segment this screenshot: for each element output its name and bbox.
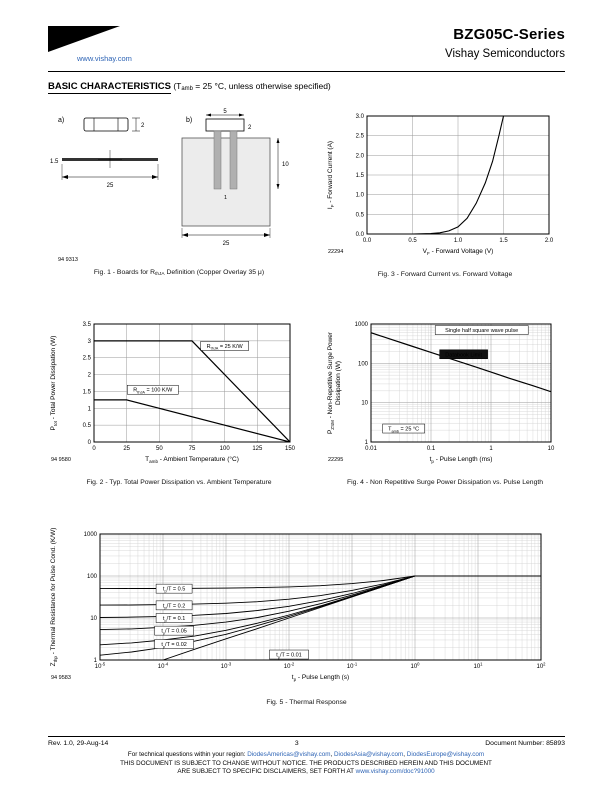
page-title: BZG05C-Series: [453, 26, 565, 43]
annotation: [383, 424, 425, 433]
annotation: [155, 626, 194, 635]
figure-code: 22294: [328, 249, 344, 255]
x-tick-label: 100: [219, 446, 230, 452]
figure-4: [325, 314, 565, 510]
fig1-label-a: a): [58, 117, 65, 124]
vishay-logo-icon: [48, 26, 120, 52]
svg-text:Tamb = 25 °C: $T_{amb} = 25$ °C: [388, 426, 420, 434]
y-tick-label: 0.0: [355, 232, 364, 238]
header-subtitle: Vishay Semiconductors: [445, 48, 565, 60]
x-tick-label: 0: [92, 446, 96, 452]
y-tick-label: 2.5: [355, 133, 364, 140]
dim-label: 25: [222, 241, 230, 247]
x-tick-label: 25: [123, 446, 131, 452]
revision-text: Rev. 1.0, 29-Aug-14: [48, 740, 109, 747]
section-heading-rest: (Tamb = 25 °C, unless otherwise specified): [170, 81, 331, 93]
x-tick-label: $10^{-4}$: [157, 661, 169, 670]
x-axis-label: $T_{amb}$ - Ambient Temperature (°C): [145, 456, 239, 464]
footer-row: [48, 740, 565, 747]
y-axis-label: $Z_{thp}$ - Thermal Resistance for Pulse Cond. (K/W): [50, 527, 58, 667]
dim-label: 25: [106, 183, 114, 189]
svg-text:tp/T = 0.05: $t_p/T = 0.05$: [161, 628, 187, 636]
figure-5: [48, 524, 565, 730]
y-tick-label: 100: [357, 361, 368, 368]
y-axis-label: $P_{tot}$ - Total Power Dissipation (W): [50, 335, 58, 431]
y-tick-label: 1.5: [355, 173, 364, 179]
svg-text:tp/T = 0.5: $t_p/T = 0.5$: [162, 586, 186, 594]
component-a: [84, 118, 128, 131]
fig2-chart: [48, 314, 310, 476]
svg-text:Databook Limit: Databook Limit: [445, 352, 482, 359]
disclaimer-line-1: THIS DOCUMENT IS SUBJECT TO CHANGE WITHOUT NOTICE. THE PRODUCTS DESCRIBED HEREIN AND THIS DOCUMENT: [120, 760, 492, 767]
dim-label: 1: [223, 195, 228, 201]
x-tick-label: $10^0$: [410, 661, 420, 670]
y-axis-label: $I_F$ - Forward Current (A): [327, 140, 335, 210]
x-tick-label: 0.01: [365, 446, 377, 452]
asia-email-link[interactable]: DiodesAsia@vishay.com: [334, 751, 404, 758]
x-tick-label: 1.0: [453, 238, 463, 244]
separator: ,: [330, 751, 334, 758]
x-tick-label: 0.5: [408, 238, 417, 244]
dim-a-thickness: 1.5: [50, 159, 59, 165]
dim-a-width: [132, 118, 145, 131]
header-rule: [48, 71, 565, 72]
y-tick-label: 1000: [83, 532, 97, 538]
figure-code: 22295: [328, 457, 344, 463]
fig5-caption: Fig. 5 - Thermal Response: [266, 699, 347, 706]
document-number: Document Number: 85893: [485, 740, 565, 747]
svg-text:tp/T = 0.02: $t_p/T = 0.02$: [161, 642, 187, 649]
x-tick-label: 125: [252, 446, 263, 452]
dim-b-height: [277, 138, 290, 189]
annotation: [435, 326, 528, 335]
annotation: [201, 341, 249, 350]
fig2-caption: Fig. 2 - Typ. Total Power Dissipation vs. Ambient Temperature: [86, 479, 272, 486]
y-tick-label: 10: [361, 400, 368, 407]
x-tick-label: $10^{-5}$: [94, 661, 106, 670]
annotation: [127, 385, 178, 394]
europe-email-link[interactable]: DiodesEurope@vishay.com: [406, 751, 485, 758]
y-tick-label: 100: [86, 574, 97, 580]
y-tick-label: 1000: [354, 322, 368, 328]
vishay-url-link[interactable]: www.vishay.com: [77, 54, 132, 63]
svg-text:tp/T = 0.2: $t_p/T = 0.2$: [162, 603, 186, 611]
section-heading: [48, 81, 331, 92]
annotation: [440, 350, 488, 359]
figure-code: 94 9580: [51, 457, 71, 463]
x-tick-label: 2.0: [544, 238, 554, 244]
annotation: [156, 614, 192, 623]
fig1-drawing: [48, 106, 310, 266]
annotation: [156, 584, 192, 593]
dim-b-board: [182, 228, 270, 247]
header-right: [445, 26, 565, 60]
annotation: [156, 601, 192, 610]
x-tick-label: 0.1: [426, 446, 436, 452]
figure-1: [48, 106, 310, 302]
y-tick-label: 2.5: [82, 355, 91, 362]
figure-3: [325, 106, 565, 302]
x-tick-label: $10^{-3}$: [220, 661, 232, 670]
svg-text:RthJA = 100 K/W: $R_{thJA} = 100$ K/W: [133, 387, 173, 395]
x-tick-label: 1: [489, 446, 493, 452]
disclaimer-line-2: [0, 768, 612, 775]
y-tick-label: 0.5: [355, 212, 364, 219]
x-tick-label: 75: [188, 446, 196, 452]
y-tick-label: 10: [90, 616, 97, 622]
board-a: [62, 150, 158, 168]
y-tick-label: 3: [87, 338, 91, 345]
y-tick-label: 0.5: [82, 423, 91, 430]
y-tick-label: 1: [93, 658, 97, 664]
dim-b-top: [206, 109, 244, 117]
annotation: [270, 650, 309, 659]
fig4-chart: [325, 314, 565, 476]
x-axis-label: $V_F$ - Forward Voltage (V): [422, 248, 494, 256]
y-tick-label: 1: [87, 406, 91, 413]
fig3-caption: Fig. 3 - Forward Current vs. Forward Voltage: [377, 271, 513, 278]
tech-prefix: For technical questions within your region:: [127, 751, 248, 758]
americas-email-link[interactable]: DiodesAmericas@vishay.com: [247, 751, 331, 758]
x-tick-label: 0.0: [362, 238, 372, 244]
y-tick-label: 1.0: [355, 192, 364, 199]
x-tick-label: 1.5: [499, 238, 508, 244]
component-b: [206, 119, 244, 131]
x-axis-label: $t_p$ - Pulse Length (s): [291, 674, 350, 682]
footer-tech-line: [0, 751, 612, 758]
svg-text:tp/T = 0.1: $t_p/T = 0.1$: [162, 616, 186, 623]
section-heading-bold: BASIC CHARACTERISTICS: [48, 81, 171, 92]
disclaimer-doc-link[interactable]: www.vishay.com/doc?91000: [355, 768, 435, 775]
y-tick-label: 3.5: [82, 322, 91, 328]
y-tick-label: 2: [87, 372, 91, 379]
x-tick-label: $10^1$: [473, 661, 483, 670]
y-tick-label: 1.5: [82, 389, 91, 396]
svg-text:tp/T = 0.01: $t_p/T = 0.01$: [276, 652, 302, 660]
separator: ,: [403, 751, 407, 758]
vishay-logo: [48, 26, 120, 57]
lead-right: [230, 131, 237, 189]
lead-left: [214, 131, 221, 189]
figure-2: [48, 314, 310, 510]
x-tick-label: $10^2$: [536, 661, 546, 670]
y-tick-label: 2.0: [355, 153, 364, 160]
x-axis-label: $t_p$ - Pulse Length (ms): [429, 456, 493, 464]
y-axis-label: Dissipation (W): [335, 360, 342, 406]
fig4-caption: Fig. 4 - Non Repetitive Surge Power Dissipation vs. Pulse Length: [346, 479, 544, 486]
y-tick-label: 1: [364, 440, 368, 446]
fig3-chart: [325, 106, 565, 268]
svg-text:RthJA = 25 K/W: $R_{thJA} = 25$ K/W: [206, 343, 243, 351]
dim-label: 10: [282, 162, 289, 168]
board-b: [182, 138, 270, 226]
page-number: 3: [294, 740, 299, 747]
footer-rule: [48, 736, 565, 737]
x-tick-label: 150: [284, 446, 296, 452]
logo-wordmark: VISHAY.: [52, 28, 89, 39]
dim-label: 5: [223, 109, 227, 115]
figure-code: 94 9583: [51, 675, 71, 681]
x-tick-label: $10^{-2}$: [283, 661, 295, 670]
y-axis-label: $P_{ZSM}$ - Non-Repetitive Surge Power: [327, 331, 335, 435]
x-tick-label: 10: [547, 446, 555, 452]
x-tick-label: $10^{-1}$: [346, 661, 358, 670]
fig5-chart: [48, 524, 565, 696]
fig1-caption: Fig. 1 - Boards for RthJA Definition (Copper Overlay 35 μ): [93, 269, 265, 277]
fig1-label-b: b): [186, 117, 193, 124]
dim-label: 2: [248, 125, 252, 131]
disclaimer-2-text: ARE SUBJECT TO SPECIFIC DISCLAIMERS, SET FORTH AT: [177, 768, 356, 775]
dim-label: 2: [141, 123, 145, 129]
x-tick-label: 50: [155, 446, 163, 452]
annotation: [155, 640, 194, 649]
figure-code: 94 9313: [58, 257, 78, 263]
y-tick-label: 0: [87, 440, 91, 446]
y-tick-label: 3.0: [355, 114, 364, 120]
svg-text:Single half square wave pulse: Single half square wave pulse: [445, 328, 519, 335]
